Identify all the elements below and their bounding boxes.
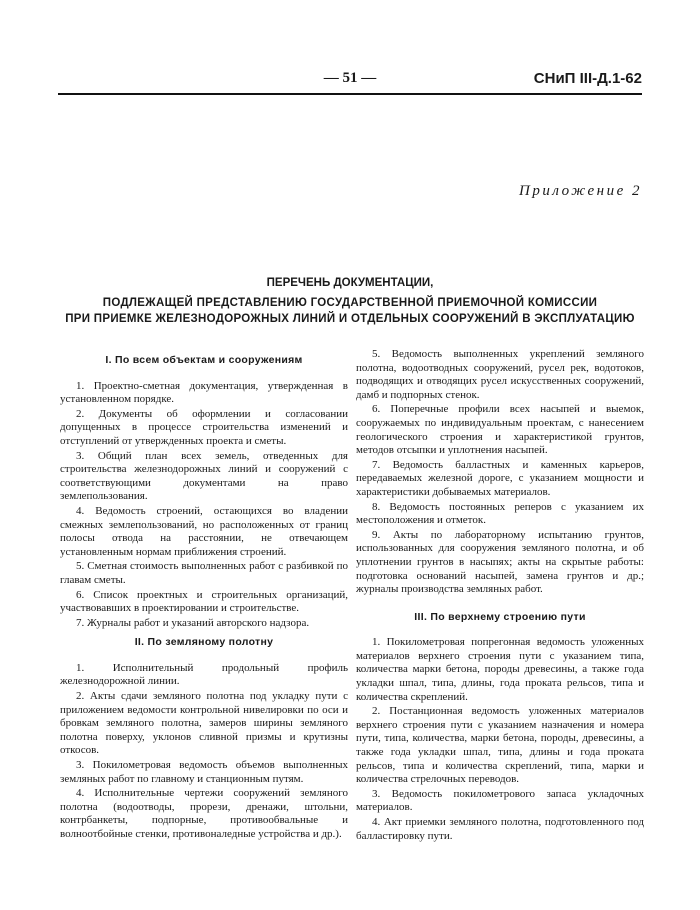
header-rule [58, 93, 642, 95]
right-column [356, 348, 644, 844]
list-item: 2. Акты сдачи земляного полотна под укладку пути с приложением ведомости контрольной нивелировки по оси и бровкам земляного полотна, замеров ширины земляного полотна поверху, уклонов сливной призмы и крутизны откосов. [60, 690, 348, 757]
list-item: 2. Постанционная ведомость уложенных материалов верхнего строения пути с указанием назначения и номера пути, типа, количества, марки бетона, породы, древесины, а также года укладки шпал, типа, длины и года проката рельсов, типа и количества скреплений, типа, марки и количества стрелочных переводов. [356, 705, 644, 786]
list-item: 3. Ведомость покилометрового запаса укладочных материалов. [356, 787, 644, 814]
section-heading: III. По верхнему строению пути [414, 610, 586, 623]
title-line-2: ПОДЛЕЖАЩЕЙ ПРЕДСТАВЛЕНИЮ ГОСУДАРСТВЕННОЙ ПРИЕМОЧНОЙ КОМИССИИ [102, 297, 598, 309]
document-title [58, 275, 642, 327]
list-item: 2. Документы об оформлении и согласовании допущенных в процессе строительства изменений и отступлений от утвержденных проекта и сметы. [60, 407, 348, 447]
list-item: 6. Список проектных и строительных организаций, участвовавших в проектировании и строительстве. [60, 588, 348, 615]
list-item: 7. Журналы работ и указаний авторского надзора. [76, 616, 310, 629]
document-code: СНиП III-Д.1-62 [533, 70, 642, 87]
list-item: 5. Сметная стоимость выполненных работ с разбивкой по главам сметы. [60, 560, 348, 586]
section-heading: I. По всем объектам и сооружениям [105, 354, 303, 366]
appendix-label: Приложение 2 [519, 183, 642, 199]
list-item: 3. Общий план всех земель, отведенных для строительства железнодорожных линий и сооружений с соответствующими документами на право землепользования. [60, 449, 348, 503]
list-item: 4. Исполнительные чертежи сооружений земляного полотна (водоотводы, прорези, дренажи, штольни, контрбанкеты, подпорные, противообвальные и волноотбойные стенки, противоналедные устройства и др.). [60, 787, 348, 840]
title-line-3: ПРИ ПРИЕМКЕ ЖЕЛЕЗНОДОРОЖНЫХ ЛИНИЙ И ОТДЕЛЬНЫХ СООРУЖЕНИЙ В ЭКСПЛУАТАЦИЮ [65, 313, 635, 325]
list-item: 5. Ведомость выполненных укреплений земляного полотна, водоотводных сооружений, русел рек, водотоков, подводящих и отводящих русел искусственных сооружений, дамб и подпорных стенок. [356, 348, 644, 401]
list-item: 6. Поперечные профили всех насыпей и выемок, сооружаемых по индивидуальным проектам, с нанесением геологического строения и характеристикой грунтов, методов отсыпки и уплотнения насыпей. [356, 403, 644, 457]
section-heading: II. По земляному полотну [134, 636, 274, 649]
list-item: 1. Проектно-сметная документация, утвержденная в установленном порядке. [60, 379, 348, 406]
list-item: 4. Ведомость строений, остающихся во владении смежных землепользований, но расположенных от границ полосы отвода на расстоянии, не отвечающем установленным нормам приближения строений. [60, 504, 348, 558]
list-item: 3. Покилометровая ведомость объемов выполненных земляных работ по главному и станционным путям. [60, 759, 348, 785]
page-header [58, 70, 642, 90]
list-item: 1. Покилометровая попрегонная ведомость уложенных материалов верхнего строения пути с указанием типа, количества марки бетона, породы древесины, а также года укладки шпал, типа, длины, года проката рельсов, типа и количества скреплений. [356, 636, 644, 703]
list-item: 4. Акт приемки земляного полотна, подготовленного под балластировку пути. [356, 816, 644, 842]
list-item: 7. Ведомость балластных и каменных карьеров, передаваемых железной дороге, с указанием мощности и характеристики добываемых материалов. [356, 458, 644, 498]
list-item: 8. Ведомость постоянных реперов с указанием их местоположения и отметок. [356, 500, 644, 527]
page-number: — 51 — [323, 70, 377, 86]
list-item: 9. Акты по лабораторному испытанию грунтов, использованных для сооружения земляного полотна, и об уплотнении грунтов в насыпях; акты на скрытые работы: подготовка оснований насыпей, замена грунтов и др.; журналы производства земляных работ. [356, 528, 644, 596]
left-column [60, 348, 348, 843]
title-line-1: ПЕРЕЧЕНЬ ДОКУМЕНТАЦИИ, [266, 277, 434, 289]
list-item: 1. Исполнительный продольный профиль железнодорожной линии. [60, 661, 348, 688]
